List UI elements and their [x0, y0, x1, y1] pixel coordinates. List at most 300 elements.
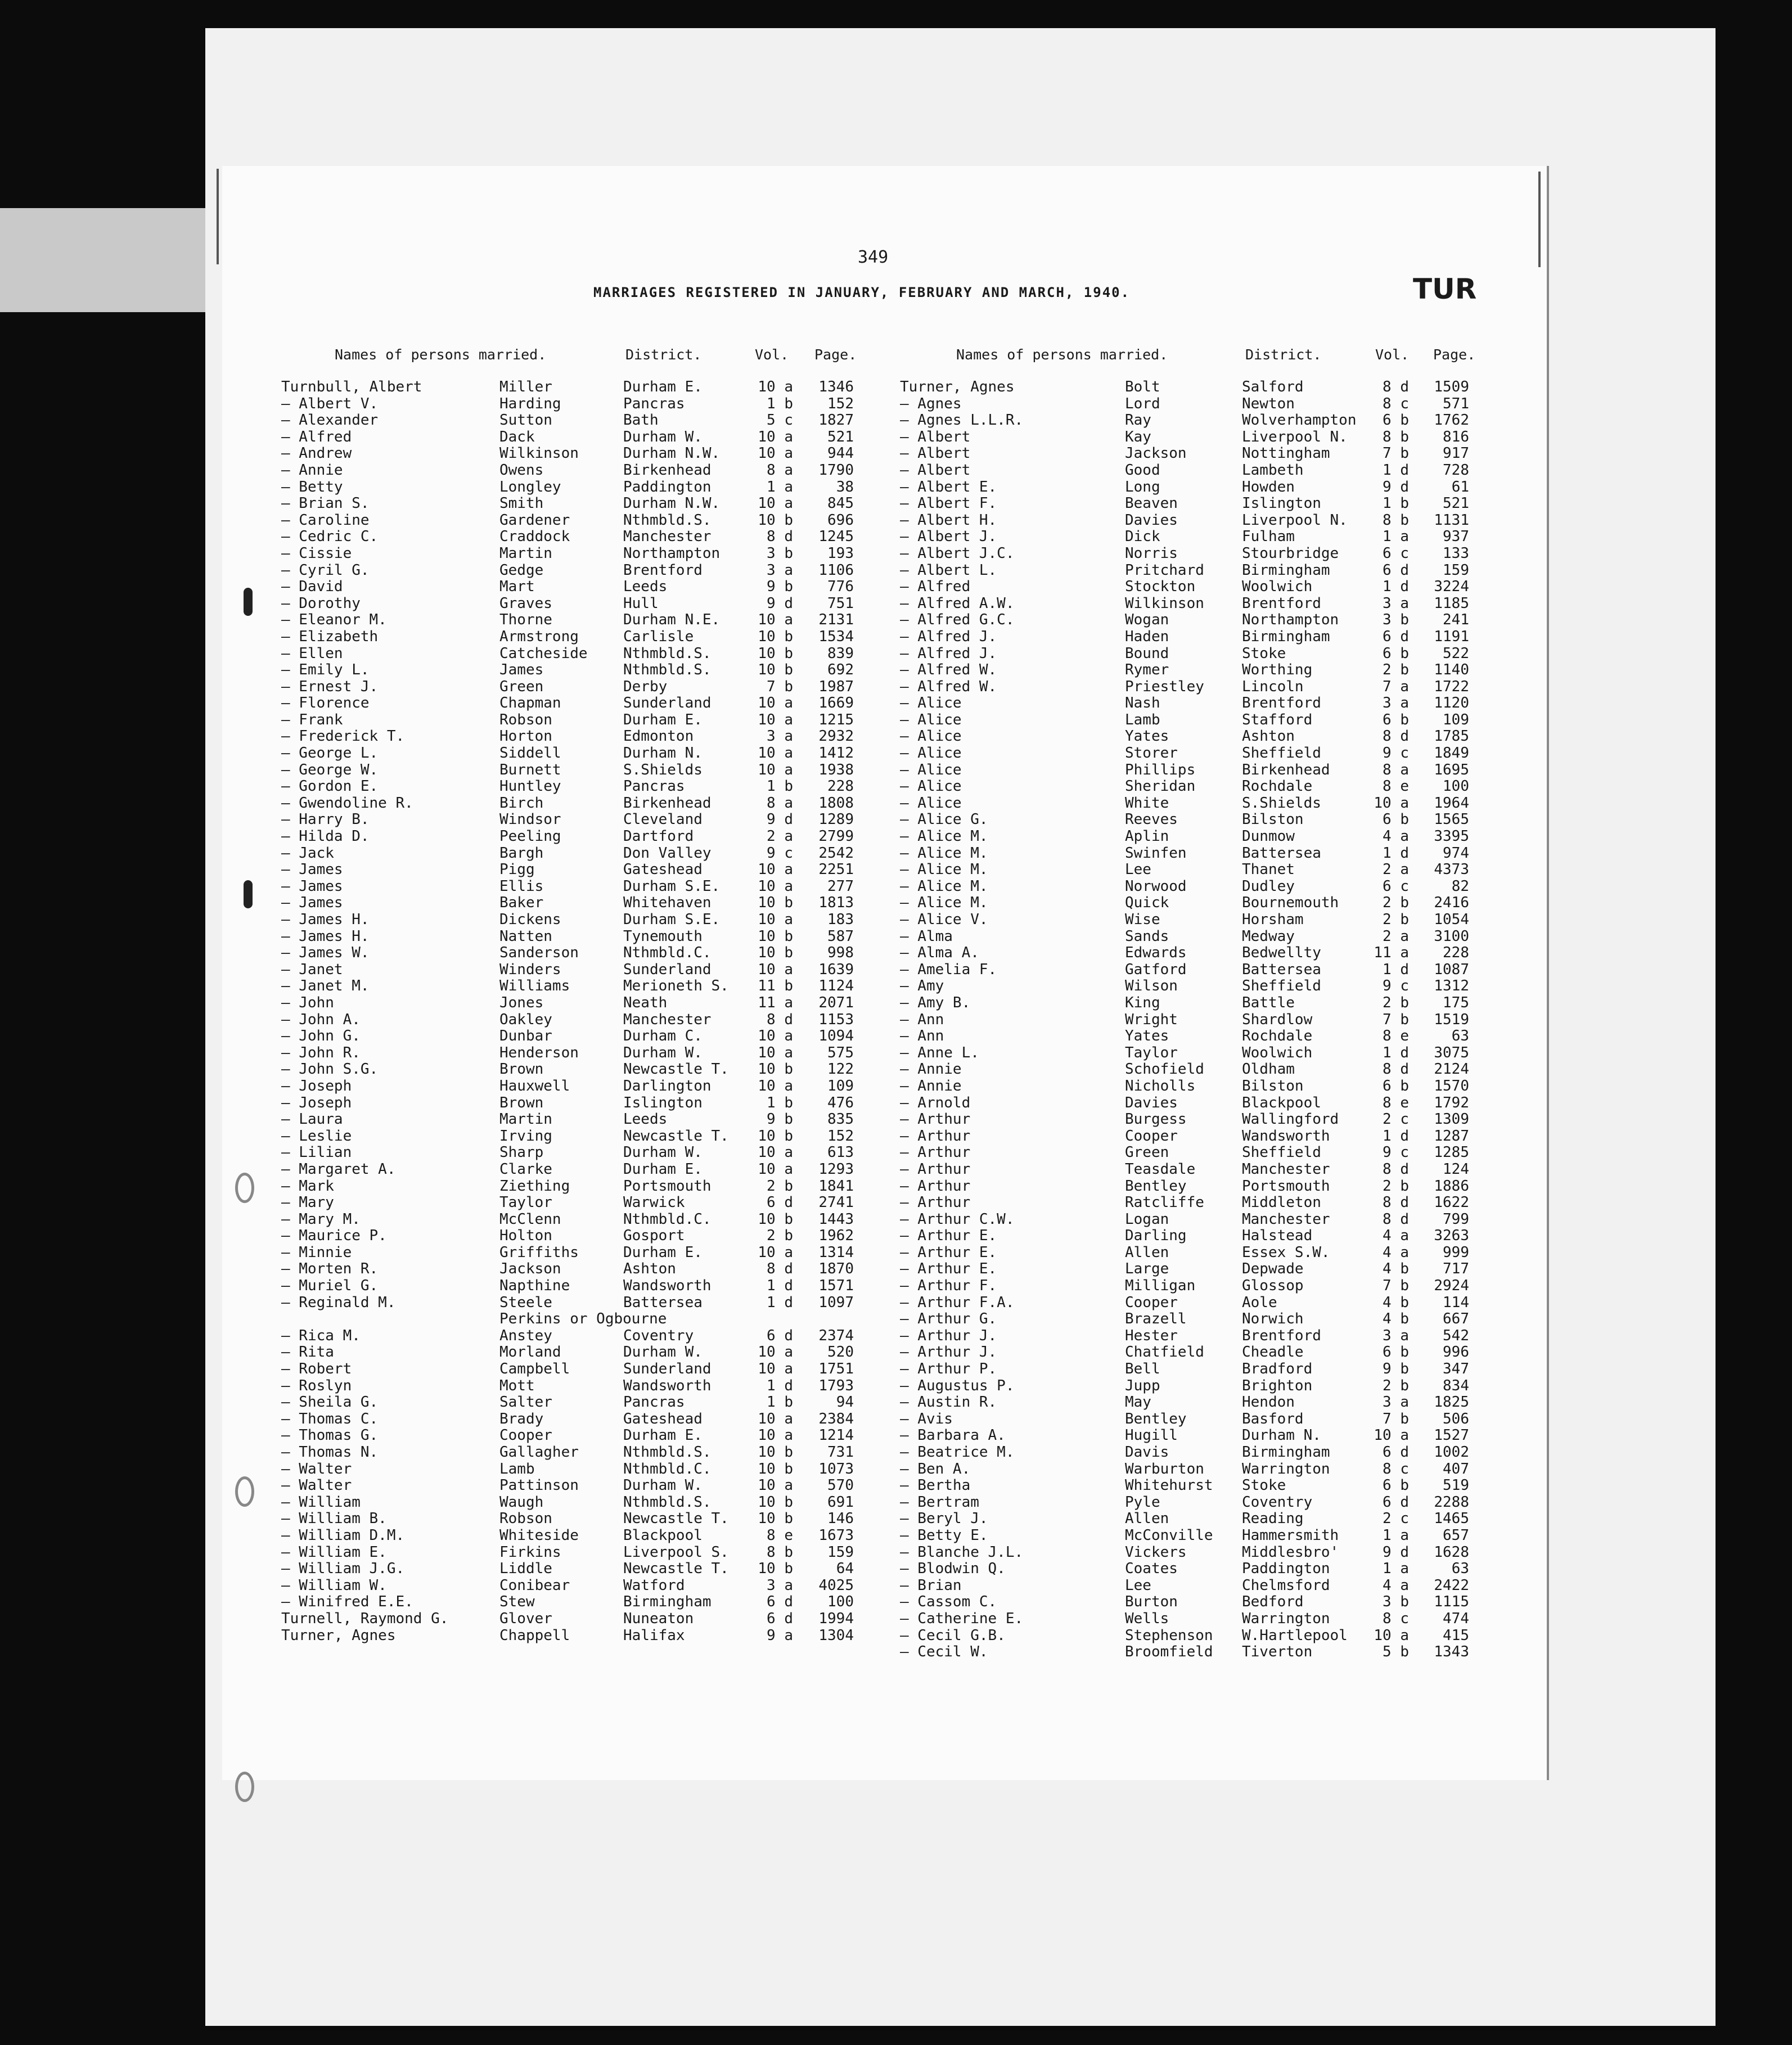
spouse-cell: Kay [1125, 428, 1151, 445]
page-cell: 193 [827, 544, 854, 562]
district-cell: Liverpool N. [1242, 511, 1348, 529]
spouse-cell: Martin [499, 544, 552, 562]
name-cell: — Ann [900, 1028, 944, 1045]
entry-row [0, 962, 1519, 979]
entry-row [0, 762, 1519, 779]
name-cell: — George L. [281, 745, 379, 762]
vol-cell: 10 b [758, 1560, 793, 1578]
page-cell: 1519 [1434, 1011, 1469, 1028]
page-cell: 2251 [818, 861, 854, 879]
vol-cell: 3 a [767, 728, 793, 745]
spouse-cell: Beaven [1125, 495, 1178, 512]
district-cell: Aole [1242, 1294, 1277, 1311]
name-cell: Turnell, Raymond G. [281, 1610, 449, 1627]
page-cell: 999 [1443, 1244, 1469, 1261]
vol-cell: 2 a [1383, 861, 1409, 879]
spouse-cell: Thorne [499, 611, 552, 629]
name-cell: — Annie [900, 1061, 962, 1078]
entry-row [0, 1628, 1519, 1645]
page-cell: 1314 [818, 1244, 854, 1261]
name-cell: — Walter [281, 1460, 352, 1478]
name-cell: — Alfred J. [900, 645, 997, 662]
name-cell: Turnbull, Albert [281, 379, 422, 395]
name-cell: — James H. [281, 911, 370, 928]
name-cell: — Catherine E. [900, 1610, 1024, 1627]
spouse-cell: Stephenson [1125, 1627, 1213, 1644]
spouse-cell: Warburton [1125, 1460, 1204, 1478]
name-cell: — Alice G. [900, 811, 988, 828]
page-cell: 1509 [1434, 379, 1469, 395]
name-cell: — Alice [900, 711, 962, 728]
district-cell: Stoke [1242, 1477, 1286, 1494]
page-cell: 692 [827, 661, 854, 679]
page-cell: 2374 [818, 1327, 854, 1344]
vol-cell: 3 a [767, 1576, 793, 1594]
page-cell: 1785 [1434, 728, 1469, 745]
vol-cell: 8 c [1383, 1460, 1409, 1478]
vol-cell: 6 b [1383, 811, 1409, 828]
entry-row [0, 629, 1519, 646]
vol-cell: 2 b [1383, 1177, 1409, 1195]
page-cell: 2124 [1434, 1061, 1469, 1078]
page-cell: 1185 [1434, 594, 1469, 612]
spouse-cell: Brady [499, 1410, 544, 1427]
spouse-cell: Irving [499, 1127, 552, 1145]
punch-hole-3 [235, 1772, 254, 1802]
vol-cell: 10 a [758, 428, 793, 445]
page-cell: 1813 [818, 894, 854, 912]
name-cell: — Thomas N. [281, 1444, 379, 1461]
name-cell: — William E. [281, 1543, 387, 1561]
name-cell: — Alma [900, 927, 953, 945]
page-cell: 575 [827, 1044, 854, 1061]
spouse-cell: Sands [1125, 927, 1169, 945]
name-cell: — James [281, 894, 343, 912]
page-cell: 146 [827, 1510, 854, 1528]
name-cell: — Walter [281, 1477, 352, 1494]
entry-row [0, 429, 1519, 446]
vol-cell: 9 c [1383, 978, 1409, 995]
vol-cell: 6 b [1383, 645, 1409, 662]
district-cell: Durham W. [623, 1144, 703, 1161]
district-cell: Lambeth [1242, 461, 1304, 479]
vol-cell: 3 a [1383, 1327, 1409, 1344]
name-cell: — Annie [281, 461, 343, 479]
name-cell: — Beatrice M. [900, 1444, 1015, 1461]
district-cell: Rochdale [1242, 1028, 1313, 1045]
spouse-cell: Bolt [1125, 379, 1160, 395]
district-cell: Nthmbld.S. [623, 1444, 712, 1461]
name-cell: — Albert V. [281, 395, 379, 412]
vol-cell: 10 a [758, 961, 793, 978]
district-cell: Sunderland [623, 961, 712, 978]
name-cell: — Arthur G. [900, 1310, 997, 1328]
vol-cell: 1 a [767, 478, 793, 496]
district-cell: Nthmbld.C. [623, 1460, 712, 1478]
name-cell: — William D.M. [281, 1526, 405, 1544]
entry-row [0, 1411, 1519, 1428]
name-cell: — Joseph [281, 1094, 352, 1111]
page-cell: 2932 [818, 728, 854, 745]
vol-cell: 6 c [1383, 544, 1409, 562]
page-cell: 94 [836, 1394, 854, 1411]
district-cell: Newcastle T. [623, 1061, 729, 1078]
district-cell: Nthmbld.S. [623, 645, 712, 662]
name-cell: — Arnold [900, 1094, 971, 1111]
spouse-cell: Norris [1125, 544, 1178, 562]
spouse-cell: Bargh [499, 844, 544, 862]
district-cell: Sheffield [1242, 745, 1321, 762]
left-header-page: Page. [814, 346, 857, 363]
spouse-cell: McConville [1125, 1526, 1213, 1544]
vol-cell: 7 b [1383, 1011, 1409, 1028]
vol-cell: 9 b [767, 1111, 793, 1128]
vol-cell: 10 b [758, 1460, 793, 1478]
vol-cell: 10 b [758, 511, 793, 529]
district-cell: Islington [1242, 495, 1321, 512]
entry-row [0, 496, 1519, 512]
district-cell: S.Shields [1242, 794, 1321, 812]
vol-cell: 1 b [767, 778, 793, 795]
page-cell: 1808 [818, 794, 854, 812]
vol-cell: 10 a [758, 1244, 793, 1261]
name-cell: — Arthur P. [900, 1361, 997, 1378]
name-cell: — Albert J.C. [900, 544, 1015, 562]
entry-row [0, 1012, 1519, 1029]
vol-cell: 5 b [1383, 1643, 1409, 1661]
name-cell: — Blodwin Q. [900, 1560, 1006, 1578]
page-cell: 63 [1451, 1560, 1469, 1578]
entry-row [0, 995, 1519, 1012]
name-cell: — Alice [900, 778, 962, 795]
entry-row [0, 529, 1519, 546]
page-cell: 1695 [1434, 761, 1469, 778]
district-cell: Reading [1242, 1510, 1304, 1528]
district-cell: Durham S.E. [623, 877, 721, 895]
vol-cell: 8 c [1383, 1610, 1409, 1627]
page-cell: 1639 [818, 961, 854, 978]
vol-cell: 8 d [767, 528, 793, 546]
district-cell: Halstead [1242, 1227, 1313, 1245]
name-cell: — Arthur [900, 1177, 971, 1195]
name-cell: — Thomas G. [281, 1427, 379, 1444]
name-cell: — Jack [281, 844, 334, 862]
page-cell: 2384 [818, 1410, 854, 1427]
name-cell: — Hilda D. [281, 828, 370, 845]
spouse-cell: Yates [1125, 728, 1169, 745]
name-cell: — Gordon E. [281, 778, 379, 795]
page-cell: 1722 [1434, 678, 1469, 695]
page-cell: 521 [1443, 495, 1469, 512]
name-cell: — Alfred J. [900, 628, 997, 645]
name-cell: — Alice M. [900, 844, 988, 862]
entry-row [0, 462, 1519, 479]
vol-cell: 9 d [767, 594, 793, 612]
vol-cell: 4 a [1383, 828, 1409, 845]
spouse-cell: Horton [499, 728, 552, 745]
vol-cell: 10 a [758, 379, 793, 395]
entry-row [0, 396, 1519, 413]
spouse-cell: Birch [499, 794, 544, 812]
entry-row [0, 695, 1519, 712]
page-cell: 1790 [818, 461, 854, 479]
spouse-cell: Robson [499, 1510, 552, 1528]
spouse-cell: Ratcliffe [1125, 1194, 1204, 1211]
page-cell: 974 [1443, 844, 1469, 862]
vol-cell: 4 b [1383, 1310, 1409, 1328]
spouse-cell: Hester [1125, 1327, 1178, 1344]
entry-row [0, 1544, 1519, 1561]
name-cell: — Frederick T. [281, 728, 405, 745]
vol-cell: 6 b [1383, 1344, 1409, 1361]
page-cell: 1191 [1434, 628, 1469, 645]
name-cell: — Albert [900, 445, 971, 462]
name-cell: — Arthur J. [900, 1344, 997, 1361]
entry-row [0, 1394, 1519, 1411]
page-cell: 1412 [818, 745, 854, 762]
spouse-cell: Holton [499, 1227, 552, 1245]
entry-row [0, 1261, 1519, 1278]
spouse-cell: Burton [1125, 1593, 1178, 1611]
entry-row [0, 862, 1519, 879]
page-cell: 38 [836, 478, 854, 496]
vol-cell: 10 a [758, 1160, 793, 1178]
entry-row [0, 579, 1519, 596]
district-cell: Northampton [1242, 611, 1339, 629]
spouse-cell: Lamb [1125, 711, 1160, 728]
left-header-names: Names of persons married. [335, 346, 547, 363]
entry-row [0, 828, 1519, 845]
entry-row [0, 1594, 1519, 1611]
spouse-cell: Baker [499, 894, 544, 912]
vol-cell: 1 b [767, 1394, 793, 1411]
name-cell: — Cecil W. [900, 1643, 988, 1661]
vol-cell: 8 d [767, 1260, 793, 1278]
page-cell: 519 [1443, 1477, 1469, 1494]
spouse-cell: Nash [1125, 695, 1160, 712]
district-cell: Durham E. [623, 1160, 703, 1178]
page-title: MARRIAGES REGISTERED IN JANUARY, FEBRUARY AND MARCH, 1940. [593, 285, 1131, 300]
district-cell: Birkenhead [623, 461, 712, 479]
district-cell: Gosport [623, 1227, 685, 1245]
district-cell: Fulham [1242, 528, 1295, 546]
spouse-cell: Pattinson [499, 1477, 579, 1494]
name-cell: — Frank [281, 711, 343, 728]
spouse-cell: Gedge [499, 561, 544, 579]
spouse-cell: James [499, 661, 544, 679]
district-cell: Sheffield [1242, 1144, 1321, 1161]
district-cell: Shardlow [1242, 1011, 1313, 1028]
vol-cell: 2 c [1383, 1111, 1409, 1128]
page-cell: 2071 [818, 994, 854, 1011]
page-cell: 667 [1443, 1310, 1469, 1328]
district-cell: Newcastle T. [623, 1510, 729, 1528]
spouse-cell: Wogan [1125, 611, 1169, 629]
spouse-cell: Oakley [499, 1011, 552, 1028]
vol-cell: 10 a [1374, 1627, 1409, 1644]
vol-cell: 10 a [758, 911, 793, 928]
name-cell: — Thomas C. [281, 1410, 379, 1427]
page-cell: 1793 [818, 1377, 854, 1394]
entry-row [0, 596, 1519, 612]
vol-cell: 8 d [1383, 1061, 1409, 1078]
spouse-cell: Conibear [499, 1576, 570, 1594]
vol-cell: 2 b [767, 1177, 793, 1195]
page-cell: 2741 [818, 1194, 854, 1211]
name-cell: — Annie [900, 1077, 962, 1094]
spouse-cell: Brown [499, 1061, 544, 1078]
entry-row [0, 912, 1519, 929]
entry-row [0, 512, 1519, 529]
spouse-cell: Lee [1125, 1576, 1151, 1594]
entry-row [0, 1478, 1519, 1494]
district-cell: Middleton [1242, 1194, 1321, 1211]
spouse-cell: Yates [1125, 1028, 1169, 1045]
spouse-cell: Davies [1125, 1094, 1178, 1111]
spouse-cell: Martin [499, 1111, 552, 1128]
vol-cell: 3 a [1383, 695, 1409, 712]
vol-cell: 8 d [767, 1011, 793, 1028]
vol-cell: 1 d [1383, 1044, 1409, 1061]
entry-row [0, 1427, 1519, 1444]
district-cell: Bilston [1242, 1077, 1304, 1094]
vol-cell: 10 a [758, 1144, 793, 1161]
name-cell: — Alice [900, 728, 962, 745]
spouse-cell: Smith [499, 495, 544, 512]
name-cell: — Arthur E. [900, 1227, 997, 1245]
page-cell: 474 [1443, 1610, 1469, 1627]
page-cell: 1565 [1434, 811, 1469, 828]
spouse-cell: Schofield [1125, 1061, 1204, 1078]
page-cell: 3075 [1434, 1044, 1469, 1061]
name-cell: — Alfred [281, 428, 352, 445]
district-cell: Thanet [1242, 861, 1295, 879]
spouse-cell: Ziething [499, 1177, 570, 1195]
vol-cell: 2 b [1383, 911, 1409, 928]
entry-row [0, 895, 1519, 912]
district-cell: Durham E. [623, 1427, 703, 1444]
district-cell: Portsmouth [1242, 1177, 1330, 1195]
district-cell: Rochdale [1242, 778, 1313, 795]
entry-row [0, 795, 1519, 812]
district-cell: Birmingham [1242, 628, 1330, 645]
entry-row [0, 1528, 1519, 1544]
district-cell: Durham W. [623, 1044, 703, 1061]
vol-cell: 10 a [758, 1361, 793, 1378]
spouse-cell: Steele [499, 1294, 552, 1311]
district-cell: Battle [1242, 994, 1295, 1011]
name-cell: — Alfred A.W. [900, 594, 1015, 612]
name-cell: — Andrew [281, 445, 352, 462]
entry-row [0, 1061, 1519, 1078]
district-cell: Howden [1242, 478, 1295, 496]
right-entries [0, 379, 1519, 1661]
spouse-cell: Waugh [499, 1493, 544, 1511]
page-cell: 1287 [1434, 1127, 1469, 1145]
page-cell: 3224 [1434, 578, 1469, 596]
name-cell: — Lilian [281, 1144, 352, 1161]
name-cell: — Janet [281, 961, 343, 978]
page-cell: 152 [827, 395, 854, 412]
page-cell: 1309 [1434, 1111, 1469, 1128]
page-cell: 1346 [818, 379, 854, 395]
district-cell: Paddington [623, 478, 712, 496]
name-cell: — Winifred E.E. [281, 1593, 413, 1611]
name-cell: — Alice M. [900, 828, 988, 845]
vol-cell: 1 d [1383, 961, 1409, 978]
page-cell: 613 [827, 1144, 854, 1161]
district-cell: Salford [1242, 379, 1304, 395]
vol-cell: 1 a [1383, 1526, 1409, 1544]
name-cell: — Austin R. [900, 1394, 997, 1411]
page-cell: 1792 [1434, 1094, 1469, 1111]
name-cell: — Robert [281, 1361, 352, 1378]
spouse-cell: Ellis [499, 877, 544, 895]
vol-cell: 10 b [758, 927, 793, 945]
spouse-cell: Armstrong [499, 628, 579, 645]
spouse-cell: Cooper [499, 1427, 552, 1444]
district-cell: Manchester [1242, 1210, 1330, 1228]
name-cell: — Alice M. [900, 861, 988, 879]
name-cell: — Arthur E. [900, 1260, 997, 1278]
vol-cell: 10 b [758, 1210, 793, 1228]
district-cell: Sunderland [623, 695, 712, 712]
spouse-cell: Sharp [499, 1144, 544, 1161]
entry-row [0, 1311, 1519, 1328]
page-cell: 63 [1451, 1028, 1469, 1045]
page-cell: 1106 [818, 561, 854, 579]
page-cell: 1214 [818, 1427, 854, 1444]
district-cell: Nthmbld.S. [623, 1493, 712, 1511]
district-cell: Birmingham [623, 1593, 712, 1611]
page-cell: 4025 [818, 1576, 854, 1594]
spouse-cell: Darling [1125, 1227, 1187, 1245]
vol-cell: 1 d [1383, 461, 1409, 479]
vol-cell: 1 a [1383, 1560, 1409, 1578]
vol-cell: 9 d [767, 811, 793, 828]
vol-cell: 11 a [758, 994, 793, 1011]
district-cell: Dunmow [1242, 828, 1295, 845]
district-cell: Chelmsford [1242, 1576, 1330, 1594]
district-cell: Paddington [1242, 1560, 1330, 1578]
spouse-cell: Stew [499, 1593, 535, 1611]
spouse-cell: Taylor [1125, 1044, 1178, 1061]
page-cell: 1054 [1434, 911, 1469, 928]
entry-row [0, 1295, 1519, 1312]
spouse-cell: Gallagher [499, 1444, 579, 1461]
vol-cell: 8 a [767, 461, 793, 479]
entry-row [0, 1511, 1519, 1528]
name-cell: — Leslie [281, 1127, 352, 1145]
vol-cell: 10 a [758, 1344, 793, 1361]
name-cell: — Amy B. [900, 994, 971, 1011]
district-cell: Glossop [1242, 1277, 1304, 1295]
page-cell: 587 [827, 927, 854, 945]
page-cell: 109 [1443, 711, 1469, 728]
vol-cell: 6 d [767, 1194, 793, 1211]
entry-row [0, 546, 1519, 562]
district-cell: Horsham [1242, 911, 1304, 928]
district-cell: Ashton [623, 1260, 676, 1278]
vol-cell: 6 b [1383, 1477, 1409, 1494]
spouse-cell: Dunbar [499, 1028, 552, 1045]
district-cell: Blackpool [1242, 1094, 1321, 1111]
entry-row [0, 379, 1519, 396]
district-cell: Brentford [1242, 1327, 1321, 1344]
district-cell: S.Shields [623, 761, 703, 778]
district-cell: Lincoln [1242, 678, 1304, 695]
district-cell: Edmonton [623, 728, 694, 745]
